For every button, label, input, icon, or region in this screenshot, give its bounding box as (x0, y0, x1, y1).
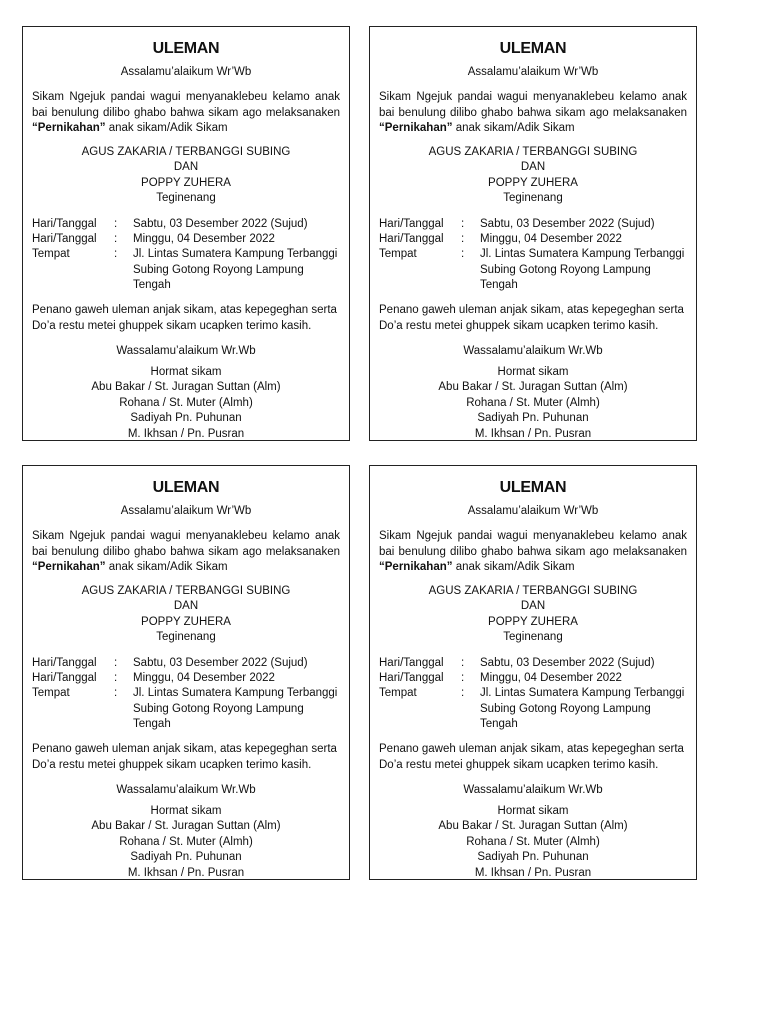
detail-value: Minggu, 04 Desember 2022 (480, 672, 622, 685)
closing-text (379, 302, 687, 335)
event-details (32, 217, 340, 294)
detail-value: Minggu, 04 Desember 2022 (133, 233, 275, 246)
groom-name: AGUS ZAKARIA / TERBANGGI SUBING (428, 145, 638, 158)
event-name: “Pernikahan” (379, 561, 453, 574)
signatory: Rohana / St. Muter (Almh) (466, 396, 600, 409)
detail-separator: : (461, 248, 465, 261)
detail-label: Hari/Tanggal (379, 217, 444, 230)
signature-intro: Hormat sikam (150, 805, 222, 818)
detail-label: Hari/Tanggal (32, 217, 97, 230)
closing-greeting: Wassalamu’alaikum Wr.Wb (463, 783, 603, 796)
signature-block (379, 804, 687, 881)
opening-greeting: Assalamu’alaikum Wr’Wb (467, 66, 599, 78)
couple-names (32, 145, 340, 207)
intro-paragraph (379, 529, 687, 575)
intro-text: Sikam Ngejuk pandai wagui menyanaklebeu kelamo anak bai benulung dilibo ghabo bahwa sikam ago melaksanaken (379, 530, 687, 558)
connector-word: DAN (520, 161, 546, 174)
detail-row (32, 671, 340, 686)
intro-text: Sikam Ngejuk pandai wagui menyanaklebeu kelamo anak bai benulung dilibo ghabo bahwa sikam ago melaksanaken (32, 530, 340, 558)
intro-suffix: anak sikam/Adik Sikam (105, 561, 228, 574)
detail-separator: : (461, 656, 465, 669)
detail-value: Minggu, 04 Desember 2022 (133, 672, 275, 685)
event-name: “Pernikahan” (32, 122, 106, 135)
closing-greeting: Wassalamu’alaikum Wr.Wb (463, 344, 603, 357)
event-details (379, 656, 687, 733)
intro-text: Sikam Ngejuk pandai wagui menyanaklebeu kelamo anak bai benulung dilibo ghabo bahwa sikam ago melaksanaken (32, 91, 340, 119)
signature-intro: Hormat sikam (497, 366, 569, 379)
detail-label: Tempat (379, 248, 417, 261)
bride-name: POPPY ZUHERA (488, 615, 578, 628)
bride-origin: Teginenang (156, 192, 216, 205)
invitation-card-3 (22, 465, 350, 880)
detail-row (379, 247, 687, 293)
detail-label: Hari/Tanggal (32, 233, 97, 246)
detail-row (379, 671, 687, 686)
detail-row (32, 217, 340, 232)
detail-value: Jl. Lintas Sumatera Kampung Terbanggi Subing Gotong Royong Lampung Tengah (480, 687, 685, 731)
event-name: “Pernikahan” (379, 122, 453, 135)
signatory: Sadiyah Pn. Puhunan (477, 412, 589, 425)
detail-separator: : (461, 217, 465, 230)
detail-row (32, 232, 340, 247)
couple-names (32, 584, 340, 646)
groom-name: AGUS ZAKARIA / TERBANGGI SUBING (81, 584, 291, 597)
closing-line: Do’a restu metei ghuppek sikam ucapken terimo kasih. (32, 320, 312, 333)
closing-line: Penano gaweh uleman anjak sikam, atas kepegeghan serta (379, 303, 684, 316)
detail-label: Tempat (32, 687, 70, 700)
intro-text: Sikam Ngejuk pandai wagui menyanaklebeu kelamo anak bai benulung dilibo ghabo bahwa sikam ago melaksanaken (379, 91, 687, 119)
opening-greeting: Assalamu’alaikum Wr’Wb (120, 66, 252, 78)
detail-label: Tempat (379, 687, 417, 700)
detail-separator: : (114, 687, 118, 700)
intro-suffix: anak sikam/Adik Sikam (105, 122, 228, 135)
signatory: Sadiyah Pn. Puhunan (130, 851, 242, 864)
event-details (32, 656, 340, 733)
signatory: Rohana / St. Muter (Almh) (466, 835, 600, 848)
intro-paragraph (32, 90, 340, 136)
closing-greeting: Wassalamu’alaikum Wr.Wb (116, 344, 256, 357)
signature-block (32, 365, 340, 442)
signatory: Sadiyah Pn. Puhunan (130, 412, 242, 425)
bride-origin: Teginenang (503, 192, 563, 205)
detail-separator: : (461, 672, 465, 685)
couple-names (379, 145, 687, 207)
detail-label: Tempat (32, 248, 70, 261)
signatory: Abu Bakar / St. Juragan Suttan (Alm) (438, 820, 628, 833)
detail-value: Jl. Lintas Sumatera Kampung Terbanggi Subing Gotong Royong Lampung Tengah (480, 248, 685, 292)
intro-paragraph (32, 529, 340, 575)
closing-line: Do’a restu metei ghuppek sikam ucapken terimo kasih. (32, 759, 312, 772)
opening-greeting: Assalamu’alaikum Wr’Wb (467, 505, 599, 517)
closing-text (32, 302, 340, 335)
card-title: ULEMAN (499, 40, 567, 57)
detail-label: Hari/Tanggal (32, 656, 97, 669)
signatory: Rohana / St. Muter (Almh) (119, 396, 253, 409)
detail-value: Minggu, 04 Desember 2022 (480, 233, 622, 246)
groom-name: AGUS ZAKARIA / TERBANGGI SUBING (81, 145, 291, 158)
signatory: Abu Bakar / St. Juragan Suttan (Alm) (91, 381, 281, 394)
signature-block (32, 804, 340, 881)
detail-value: Sabtu, 03 Desember 2022 (Sujud) (133, 217, 308, 230)
bride-name: POPPY ZUHERA (141, 615, 231, 628)
detail-row (379, 217, 687, 232)
detail-separator: : (114, 217, 118, 230)
detail-value: Jl. Lintas Sumatera Kampung Terbanggi Subing Gotong Royong Lampung Tengah (133, 687, 338, 731)
detail-separator: : (461, 687, 465, 700)
closing-line: Do’a restu metei ghuppek sikam ucapken terimo kasih. (379, 759, 659, 772)
bride-name: POPPY ZUHERA (141, 176, 231, 189)
event-details (379, 217, 687, 294)
bride-origin: Teginenang (156, 631, 216, 644)
detail-separator: : (461, 233, 465, 246)
bride-name: POPPY ZUHERA (488, 176, 578, 189)
detail-separator: : (114, 672, 118, 685)
signatory: M. Ikhsan / Pn. Pusran (474, 866, 592, 879)
connector-word: DAN (520, 600, 546, 613)
detail-value: Sabtu, 03 Desember 2022 (Sujud) (480, 656, 655, 669)
couple-names (379, 584, 687, 646)
signatory: M. Ikhsan / Pn. Pusran (474, 427, 592, 440)
signatory: Rohana / St. Muter (Almh) (119, 835, 253, 848)
card-title: ULEMAN (152, 40, 220, 57)
opening-greeting: Assalamu’alaikum Wr’Wb (120, 505, 252, 517)
detail-row (32, 247, 340, 293)
detail-value: Jl. Lintas Sumatera Kampung Terbanggi Subing Gotong Royong Lampung Tengah (133, 248, 338, 292)
detail-row (32, 656, 340, 671)
signature-intro: Hormat sikam (497, 805, 569, 818)
signatory: Abu Bakar / St. Juragan Suttan (Alm) (438, 381, 628, 394)
closing-text (379, 741, 687, 774)
detail-label: Hari/Tanggal (379, 233, 444, 246)
signature-block (379, 365, 687, 442)
connector-word: DAN (173, 161, 199, 174)
detail-separator: : (114, 248, 118, 261)
detail-row (379, 232, 687, 247)
signatory: M. Ikhsan / Pn. Pusran (127, 866, 245, 879)
signatory: M. Ikhsan / Pn. Pusran (127, 427, 245, 440)
invitation-card-2 (369, 26, 697, 441)
invitation-card-1 (22, 26, 350, 441)
signatory: Sadiyah Pn. Puhunan (477, 851, 589, 864)
closing-line: Penano gaweh uleman anjak sikam, atas kepegeghan serta (32, 742, 337, 755)
detail-label: Hari/Tanggal (379, 656, 444, 669)
closing-greeting: Wassalamu’alaikum Wr.Wb (116, 783, 256, 796)
closing-line: Penano gaweh uleman anjak sikam, atas kepegeghan serta (32, 303, 337, 316)
card-title: ULEMAN (152, 479, 220, 496)
detail-value: Sabtu, 03 Desember 2022 (Sujud) (480, 217, 655, 230)
detail-row (379, 686, 687, 732)
detail-row (379, 656, 687, 671)
detail-label: Hari/Tanggal (32, 672, 97, 685)
closing-text (32, 741, 340, 774)
bride-origin: Teginenang (503, 631, 563, 644)
invitation-card-4 (369, 465, 697, 880)
signatory: Abu Bakar / St. Juragan Suttan (Alm) (91, 820, 281, 833)
detail-label: Hari/Tanggal (379, 672, 444, 685)
closing-line: Penano gaweh uleman anjak sikam, atas kepegeghan serta (379, 742, 684, 755)
detail-separator: : (114, 233, 118, 246)
intro-suffix: anak sikam/Adik Sikam (452, 561, 575, 574)
connector-word: DAN (173, 600, 199, 613)
intro-paragraph (379, 90, 687, 136)
closing-line: Do’a restu metei ghuppek sikam ucapken terimo kasih. (379, 320, 659, 333)
groom-name: AGUS ZAKARIA / TERBANGGI SUBING (428, 584, 638, 597)
detail-separator: : (114, 656, 118, 669)
detail-row (32, 686, 340, 732)
detail-value: Sabtu, 03 Desember 2022 (Sujud) (133, 656, 308, 669)
card-title: ULEMAN (499, 479, 567, 496)
event-name: “Pernikahan” (32, 561, 106, 574)
signature-intro: Hormat sikam (150, 366, 222, 379)
intro-suffix: anak sikam/Adik Sikam (452, 122, 575, 135)
